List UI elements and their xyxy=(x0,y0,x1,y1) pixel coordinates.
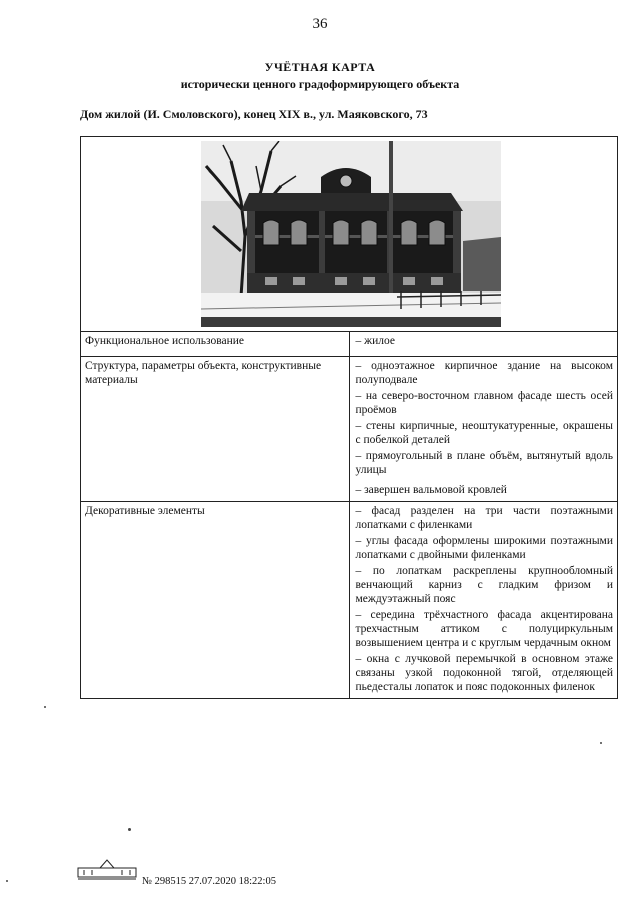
scan-speck xyxy=(6,880,8,882)
list-item: – прямоугольный в плане объём, вытянутый вдоль улицы xyxy=(355,450,613,476)
photo-row xyxy=(81,137,618,332)
list-item: – одноэтажное кирпичное здание на высоком полуподвале xyxy=(355,360,613,386)
list-item: – по лопаткам раскреплены крупнообломный венчающий карниз с гладким фризом и междуэтажный пояс xyxy=(355,565,613,605)
card-subtitle: исторически ценного градоформирующего объекта xyxy=(180,77,460,91)
city-emblem-logo xyxy=(76,858,138,880)
row-value xyxy=(349,332,618,357)
row-decorative-elements xyxy=(81,502,618,699)
row-value xyxy=(349,357,618,502)
photo-cell xyxy=(81,137,618,332)
row-structure xyxy=(81,357,618,502)
card-title: УЧЁТНАЯ КАРТА xyxy=(264,60,376,74)
object-name: Дом жилой (И. Смоловского), конец XIX в., ул. Маяковского, 73 xyxy=(80,107,428,121)
building-photo xyxy=(201,141,501,327)
scan-speck xyxy=(128,828,131,831)
list-item: – на северо-восточном главном фасаде шесть осей проёмов xyxy=(355,390,613,416)
record-card-table xyxy=(80,136,618,699)
row-functional-use xyxy=(81,332,618,357)
scan-speck xyxy=(600,742,602,744)
list-item: – жилое xyxy=(355,335,395,347)
document-registration-stamp: № 298515 27.07.2020 18:22:05 xyxy=(142,876,276,887)
row-value xyxy=(349,502,618,699)
list-item: – фасад разделен на три части поэтажными лопатками с филенками xyxy=(355,505,613,531)
row-label: Декоративные элементы xyxy=(81,502,350,699)
list-item: – завершен вальмовой кровлей xyxy=(355,484,507,496)
list-item: – окна с лучковой перемычкой в основном этаже связаны узкой подоконной тягой, отделяющей пьедесталы лопаток и пояс подоконных филенок xyxy=(355,653,613,693)
scan-speck xyxy=(44,706,46,708)
list-item: – середина трёхчастного фасада акцентирована трехчастным аттиком с полуциркульным возвышением центра и с круглым чердачным окном xyxy=(355,609,613,649)
row-label: Функциональное использование xyxy=(81,332,350,357)
row-label: Структура, параметры объекта, конструктивные материалы xyxy=(81,357,350,502)
list-item: – стены кирпичные, неоштукатуренные, окрашены с побелкой деталей xyxy=(355,420,613,446)
page-number: 36 xyxy=(312,16,328,32)
list-item: – углы фасада оформлены широкими поэтажными лопатками с двойными филенками xyxy=(355,535,613,561)
